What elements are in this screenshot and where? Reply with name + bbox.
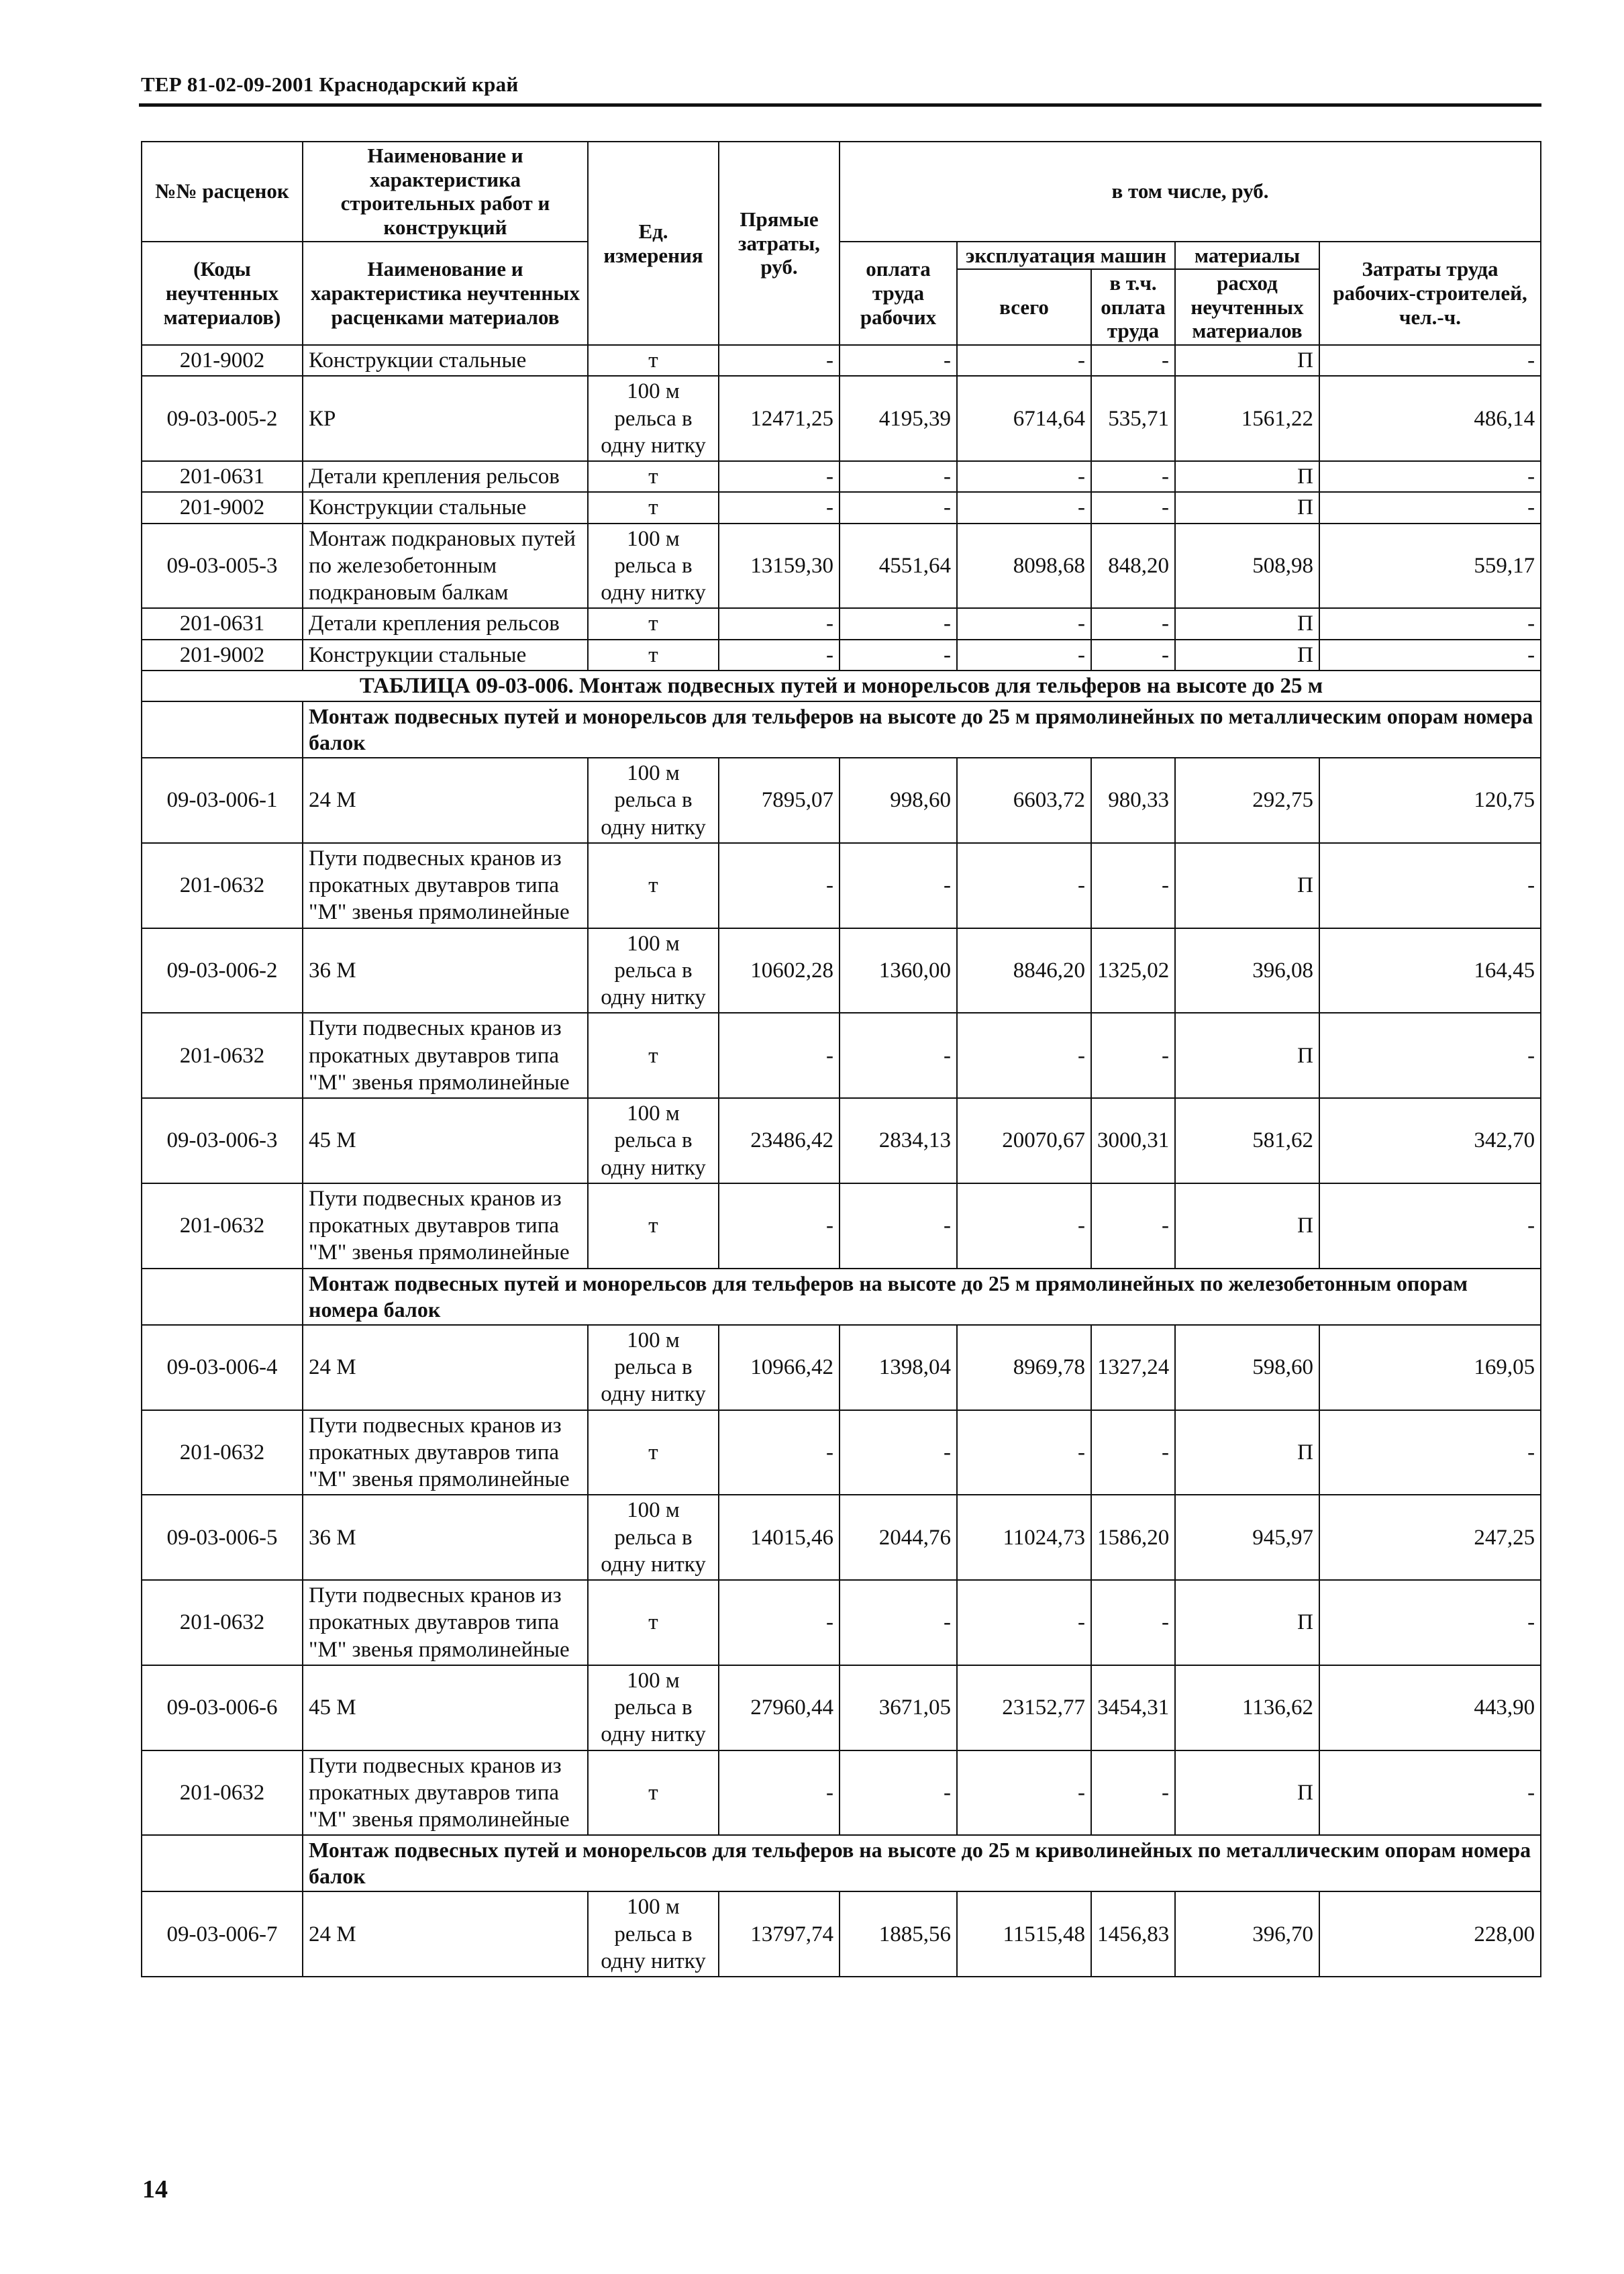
row-direct-cost: 23486,42 (719, 1098, 840, 1183)
row-name: 24 М (303, 1891, 588, 1977)
row-materials-cost: 945,97 (1175, 1495, 1319, 1580)
header-code: №№ расценок (142, 142, 303, 242)
row-work-hours: - (1319, 1013, 1541, 1098)
row-name: Пути подвесных кранов из прокатных двутавров типа "М" звенья прямолинейные (303, 1410, 588, 1495)
row-machine-cost: 23152,77 (957, 1665, 1091, 1750)
row-machine-cost: - (957, 1750, 1091, 1836)
row-work-hours: - (1319, 1580, 1541, 1665)
header-mach-labor: в т.ч. оплата труда (1091, 269, 1175, 345)
rate-row (142, 758, 1541, 843)
table-body (142, 345, 1541, 1977)
row-labor-cost: - (840, 492, 957, 523)
row-materials-cost: П (1175, 640, 1319, 671)
row-unit: т (588, 1410, 719, 1495)
rate-row (142, 1665, 1541, 1750)
row-materials-cost: 581,62 (1175, 1098, 1319, 1183)
material-row (142, 640, 1541, 671)
row-machine-labor-cost: 3000,31 (1091, 1098, 1175, 1183)
row-code: 09-03-006-3 (142, 1098, 303, 1183)
row-unit: т (588, 345, 719, 376)
header-unit: Ед. измерения (588, 142, 719, 345)
row-machine-cost: 8846,20 (957, 928, 1091, 1014)
rate-row (142, 1325, 1541, 1410)
section-title-row (142, 1269, 1541, 1325)
row-unit: т (588, 461, 719, 492)
row-code: 201-0632 (142, 1580, 303, 1665)
row-labor-cost: - (840, 461, 957, 492)
row-machine-cost: - (957, 345, 1091, 376)
row-labor-cost: - (840, 1183, 957, 1269)
row-code: 201-0632 (142, 1183, 303, 1269)
row-work-hours: - (1319, 1750, 1541, 1836)
header-materials: материалы (1175, 242, 1319, 270)
header-including: в том числе, руб. (840, 142, 1541, 242)
header-name: Наименование и характеристика строительных работ и конструкций (303, 142, 588, 242)
row-direct-cost: - (719, 640, 840, 671)
row-work-hours: 559,17 (1319, 524, 1541, 609)
material-row (142, 345, 1541, 376)
row-name: КР (303, 376, 588, 461)
row-machine-labor-cost: - (1091, 1580, 1175, 1665)
row-name: Пути подвесных кранов из прокатных двутавров типа "М" звенья прямолинейные (303, 843, 588, 928)
row-work-hours: 120,75 (1319, 758, 1541, 843)
row-materials-cost: 396,08 (1175, 928, 1319, 1014)
row-machine-cost: - (957, 1013, 1091, 1098)
row-machine-labor-cost: - (1091, 1013, 1175, 1098)
row-materials-cost: П (1175, 1750, 1319, 1836)
row-name: Конструкции стальные (303, 345, 588, 376)
row-name: 24 М (303, 1325, 588, 1410)
row-direct-cost: - (719, 843, 840, 928)
row-name: Пути подвесных кранов из прокатных двутавров типа "М" звенья прямолинейные (303, 1013, 588, 1098)
row-labor-cost: 4551,64 (840, 524, 957, 609)
row-machine-labor-cost: 1327,24 (1091, 1325, 1175, 1410)
row-machine-cost: 8969,78 (957, 1325, 1091, 1410)
row-code: 09-03-005-3 (142, 524, 303, 609)
rate-row (142, 1098, 1541, 1183)
row-materials-cost: 292,75 (1175, 758, 1319, 843)
row-code: 201-0632 (142, 1410, 303, 1495)
row-work-hours: - (1319, 492, 1541, 523)
row-unit: 100 м рельса в одну нитку (588, 1325, 719, 1410)
row-direct-cost: 27960,44 (719, 1665, 840, 1750)
row-unit: т (588, 1183, 719, 1269)
rate-row (142, 524, 1541, 609)
row-direct-cost: - (719, 1183, 840, 1269)
rate-row (142, 376, 1541, 461)
row-machine-cost: 20070,67 (957, 1098, 1091, 1183)
section-title-row (142, 1835, 1541, 1891)
row-machine-cost: 6603,72 (957, 758, 1091, 843)
material-row (142, 1410, 1541, 1495)
row-unit: 100 м рельса в одну нитку (588, 1665, 719, 1750)
row-direct-cost: 13797,74 (719, 1891, 840, 1977)
table-title-row (142, 671, 1541, 701)
row-code: 09-03-006-6 (142, 1665, 303, 1750)
row-machine-labor-cost: - (1091, 1750, 1175, 1836)
row-direct-cost: - (719, 461, 840, 492)
row-labor-cost: 2044,76 (840, 1495, 957, 1580)
header-mach-total: всего (957, 269, 1091, 345)
row-work-hours: - (1319, 843, 1541, 928)
header-name-sub: Наименование и характеристика неучтенных расценками материалов (303, 242, 588, 346)
row-machine-labor-cost: - (1091, 461, 1175, 492)
row-machine-cost: 11024,73 (957, 1495, 1091, 1580)
row-machine-cost: 8098,68 (957, 524, 1091, 609)
row-materials-cost: П (1175, 461, 1319, 492)
row-name: Пути подвесных кранов из прокатных двутавров типа "М" звенья прямолинейные (303, 1580, 588, 1665)
row-unit: т (588, 640, 719, 671)
row-machine-labor-cost: 535,71 (1091, 376, 1175, 461)
table-header (142, 142, 1541, 345)
row-unit: т (588, 1750, 719, 1836)
material-row (142, 461, 1541, 492)
row-work-hours: - (1319, 1410, 1541, 1495)
row-machine-cost: - (957, 843, 1091, 928)
row-work-hours: - (1319, 1183, 1541, 1269)
row-code: 201-0632 (142, 1750, 303, 1836)
row-unit: т (588, 608, 719, 639)
row-direct-cost: 7895,07 (719, 758, 840, 843)
row-unit: т (588, 1013, 719, 1098)
row-name: Детали крепления рельсов (303, 461, 588, 492)
row-labor-cost: 998,60 (840, 758, 957, 843)
row-direct-cost: - (719, 1750, 840, 1836)
row-code: 09-03-005-2 (142, 376, 303, 461)
row-code: 09-03-006-1 (142, 758, 303, 843)
row-materials-cost: П (1175, 1183, 1319, 1269)
row-machine-labor-cost: - (1091, 608, 1175, 639)
row-code: 201-0631 (142, 461, 303, 492)
row-machine-labor-cost: 3454,31 (1091, 1665, 1175, 1750)
row-unit: 100 м рельса в одну нитку (588, 524, 719, 609)
row-machine-labor-cost: 1586,20 (1091, 1495, 1175, 1580)
row-code: 201-0632 (142, 1013, 303, 1098)
row-name: 24 М (303, 758, 588, 843)
row-code: 09-03-006-7 (142, 1891, 303, 1977)
section-title: Монтаж подвесных путей и монорельсов для тельферов на высоте до 25 м прямолинейных по железобетонным опорам номера балок (303, 1269, 1541, 1325)
row-code: 09-03-006-5 (142, 1495, 303, 1580)
row-name: 36 М (303, 1495, 588, 1580)
header-workhours: Затраты труда рабочих-строителей, чел.-ч. (1319, 242, 1541, 346)
row-labor-cost: 1885,56 (840, 1891, 957, 1977)
row-work-hours: 342,70 (1319, 1098, 1541, 1183)
row-direct-cost: - (719, 1410, 840, 1495)
row-name: 36 М (303, 928, 588, 1014)
row-work-hours: 247,25 (1319, 1495, 1541, 1580)
row-code: 201-9002 (142, 640, 303, 671)
row-work-hours: 164,45 (1319, 928, 1541, 1014)
row-machine-cost: 11515,48 (957, 1891, 1091, 1977)
row-labor-cost: 4195,39 (840, 376, 957, 461)
row-code: 09-03-006-2 (142, 928, 303, 1014)
row-unit: т (588, 1580, 719, 1665)
row-materials-cost: П (1175, 1013, 1319, 1098)
row-machine-labor-cost: 1456,83 (1091, 1891, 1175, 1977)
row-direct-cost: - (719, 1580, 840, 1665)
section-code-cell (142, 701, 303, 758)
row-unit: 100 м рельса в одну нитку (588, 376, 719, 461)
row-materials-cost: 508,98 (1175, 524, 1319, 609)
row-labor-cost: 1398,04 (840, 1325, 957, 1410)
row-materials-cost: 598,60 (1175, 1325, 1319, 1410)
row-work-hours: 169,05 (1319, 1325, 1541, 1410)
row-materials-cost: П (1175, 492, 1319, 523)
row-direct-cost: 10966,42 (719, 1325, 840, 1410)
row-machine-cost: 6714,64 (957, 376, 1091, 461)
row-unit: 100 м рельса в одну нитку (588, 928, 719, 1014)
row-work-hours: 443,90 (1319, 1665, 1541, 1750)
page-number: 14 (142, 2175, 168, 2204)
row-labor-cost: - (840, 1013, 957, 1098)
row-work-hours: - (1319, 345, 1541, 376)
row-work-hours: 228,00 (1319, 1891, 1541, 1977)
rate-row (142, 1495, 1541, 1580)
header-code-sub: (Коды неучтенных материалов) (142, 242, 303, 346)
row-labor-cost: 1360,00 (840, 928, 957, 1014)
row-name: Монтаж подкрановых путей по железобетонным подкрановым балкам (303, 524, 588, 609)
header-rule (139, 103, 1541, 107)
row-labor-cost: - (840, 1750, 957, 1836)
rate-row (142, 1891, 1541, 1977)
row-name: Детали крепления рельсов (303, 608, 588, 639)
section-code-cell (142, 1269, 303, 1325)
section-title: Монтаж подвесных путей и монорельсов для тельферов на высоте до 25 м прямолинейных по металлическим опорам номера балок (303, 701, 1541, 758)
header-machines: эксплуатация машин (957, 242, 1175, 270)
row-code: 201-9002 (142, 492, 303, 523)
material-row (142, 1580, 1541, 1665)
row-machine-cost: - (957, 461, 1091, 492)
row-labor-cost: - (840, 843, 957, 928)
row-direct-cost: - (719, 608, 840, 639)
row-labor-cost: - (840, 608, 957, 639)
row-materials-cost: П (1175, 1410, 1319, 1495)
material-row (142, 1183, 1541, 1269)
row-direct-cost: 13159,30 (719, 524, 840, 609)
row-machine-labor-cost: - (1091, 1183, 1175, 1269)
rate-row (142, 928, 1541, 1014)
row-machine-labor-cost: - (1091, 640, 1175, 671)
row-name: 45 М (303, 1665, 588, 1750)
row-code: 201-0631 (142, 608, 303, 639)
table-title: ТАБЛИЦА 09-03-006. Монтаж подвесных путей и монорельсов для тельферов на высоте до 25 м (142, 671, 1541, 701)
row-materials-cost: 1561,22 (1175, 376, 1319, 461)
row-materials-cost: П (1175, 345, 1319, 376)
row-direct-cost: 10602,28 (719, 928, 840, 1014)
row-labor-cost: 2834,13 (840, 1098, 957, 1183)
row-materials-cost: П (1175, 1580, 1319, 1665)
row-work-hours: 486,14 (1319, 376, 1541, 461)
row-materials-cost: 1136,62 (1175, 1665, 1319, 1750)
row-machine-cost: - (957, 492, 1091, 523)
row-code: 201-0632 (142, 843, 303, 928)
row-machine-cost: - (957, 1183, 1091, 1269)
rates-table (141, 141, 1541, 1977)
page-header: ТЕР 81-02-09-2001 Краснодарский край (141, 72, 519, 96)
row-machine-labor-cost: 980,33 (1091, 758, 1175, 843)
row-work-hours: - (1319, 640, 1541, 671)
row-machine-labor-cost: - (1091, 345, 1175, 376)
material-row (142, 843, 1541, 928)
row-machine-cost: - (957, 1410, 1091, 1495)
row-direct-cost: - (719, 492, 840, 523)
section-title: Монтаж подвесных путей и монорельсов для тельферов на высоте до 25 м криволинейных по металлическим опорам номера балок (303, 1835, 1541, 1891)
section-title-row (142, 701, 1541, 758)
row-work-hours: - (1319, 461, 1541, 492)
material-row (142, 492, 1541, 523)
row-labor-cost: - (840, 640, 957, 671)
row-machine-labor-cost: 848,20 (1091, 524, 1175, 609)
row-work-hours: - (1319, 608, 1541, 639)
row-code: 09-03-006-4 (142, 1325, 303, 1410)
material-row (142, 608, 1541, 639)
row-direct-cost: 14015,46 (719, 1495, 840, 1580)
row-unit: 100 м рельса в одну нитку (588, 1495, 719, 1580)
row-code: 201-9002 (142, 345, 303, 376)
header-labor: оплата труда рабочих (840, 242, 957, 346)
header-materials-sub: расход неучтенных материалов (1175, 269, 1319, 345)
row-unit: т (588, 492, 719, 523)
row-unit: 100 м рельса в одну нитку (588, 1891, 719, 1977)
row-direct-cost: - (719, 345, 840, 376)
row-materials-cost: 396,70 (1175, 1891, 1319, 1977)
row-labor-cost: - (840, 1580, 957, 1665)
material-row (142, 1750, 1541, 1836)
row-name: Пути подвесных кранов из прокатных двутавров типа "М" звенья прямолинейные (303, 1183, 588, 1269)
row-machine-labor-cost: - (1091, 492, 1175, 523)
row-machine-cost: - (957, 1580, 1091, 1665)
row-materials-cost: П (1175, 608, 1319, 639)
row-machine-cost: - (957, 640, 1091, 671)
row-labor-cost: - (840, 345, 957, 376)
row-unit: т (588, 843, 719, 928)
row-labor-cost: 3671,05 (840, 1665, 957, 1750)
header-direct: Прямые затраты, руб. (719, 142, 840, 345)
row-direct-cost: - (719, 1013, 840, 1098)
row-materials-cost: П (1175, 843, 1319, 928)
row-machine-labor-cost: 1325,02 (1091, 928, 1175, 1014)
row-machine-cost: - (957, 608, 1091, 639)
row-name: 45 М (303, 1098, 588, 1183)
row-name: Конструкции стальные (303, 640, 588, 671)
row-name: Конструкции стальные (303, 492, 588, 523)
row-name: Пути подвесных кранов из прокатных двутавров типа "М" звенья прямолинейные (303, 1750, 588, 1836)
row-unit: 100 м рельса в одну нитку (588, 758, 719, 843)
section-code-cell (142, 1835, 303, 1891)
row-labor-cost: - (840, 1410, 957, 1495)
row-machine-labor-cost: - (1091, 843, 1175, 928)
row-unit: 100 м рельса в одну нитку (588, 1098, 719, 1183)
row-direct-cost: 12471,25 (719, 376, 840, 461)
material-row (142, 1013, 1541, 1098)
row-machine-labor-cost: - (1091, 1410, 1175, 1495)
